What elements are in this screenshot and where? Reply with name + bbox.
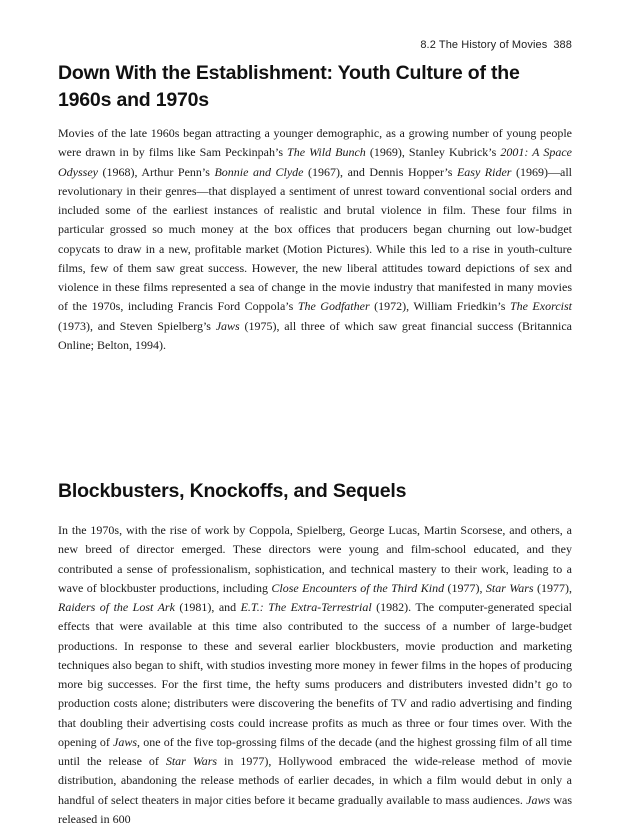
italic-title: Jaws xyxy=(526,792,551,807)
italic-title: The Exorcist xyxy=(509,299,572,314)
italic-title: Jaws xyxy=(215,318,240,333)
section-heading-blockbusters: Blockbusters, Knockoffs, and Sequels xyxy=(58,480,407,502)
header-page-number: 388 xyxy=(553,39,572,51)
paragraph-youth-culture: Movies of the late 1960s began attracting a younger demographic, as a growing number of young people were drawn in by films like Sam Peckinpah’s The Wild Bunch (1969), Stanley Kubrick’s 2001: A Space Odyssey (1968), Arthur Penn’s Bonnie and Clyde (1967), and Dennis Hopper’s Easy Rider (1969)—all revolutionary in their genres—that displayed a sentiment of unrest toward conventional social orders and included some of the earliest instances of realistic and brutal violence in film. These four films in particular grossed so much money at the box offices that producers began churning out low-budget copycats to draw in a new, profitable market (Motion Pictures). While this led to a rise in youth-culture films, few of them saw great success. However, the new liberal attitudes toward depictions of sex and violence in these films represented a sea of change in the movie industry that manifested in many movies of the 1970s, including Francis Ford Coppola’s The Godfather (1972), William Friedkin’s The Exorcist (1973), and Steven Spielberg’s Jaws (1975), all three of which saw great financial success (Britannica Online; Belton, 1994). xyxy=(58,126,572,352)
running-header xyxy=(420,39,572,51)
italic-title: Star Wars xyxy=(485,580,534,595)
italic-title: 2001: A Space Odyssey xyxy=(58,145,572,179)
italic-title: Jaws xyxy=(113,734,138,749)
italic-title: Bonnie and Clyde xyxy=(214,164,304,179)
italic-title: Easy Rider xyxy=(456,164,512,179)
italic-title: Close Encounters of the Third Kind xyxy=(271,580,445,595)
paragraph-blockbusters: In the 1970s, with the rise of work by Coppola, Spielberg, George Lucas, Martin Scorsese, and others, a new breed of director emerged. These directors were young and film-school educated, and they contributed a sense of professionalism, sophistication, and technical mastery to their work, leading to a wave of blockbuster productions, including Close Encounters of the Third Kind (1977), Star Wars (1977), Raiders of the Lost Ark (1981), and E.T.: The Extra-Terrestrial (1982). The computer-generated special effects that were available at this time also contributed to the success of a number of large-budget productions. In response to these and several earlier blockbusters, movie production and marketing techniques also began to shift, with studios investing more money in fewer films in the hopes of producing more big successes. For the first time, the hefty sums producers and distributers invested didn’t go to production costs alone; distributers were discovering the benefits of TV and radio advertising and finding that doubling their advertising costs could increase profits as much as three or four times over. With the opening of Jaws, one of the five top-grossing films of the decade (and the highest grossing film of all time until the release of Star Wars in 1977), Hollywood embraced the wide-release method of movie distribution, abandoning the release methods of earlier decades, in which a film would debut in only a handful of select theaters in major cities before it became gradually available to mass audiences. Jaws was released in 600 xyxy=(58,523,573,826)
italic-title: Star Wars xyxy=(165,754,218,768)
header-section-title: 8.2 The History of Movies xyxy=(420,39,548,51)
italic-title: Raiders of the Lost Ark xyxy=(58,600,175,614)
section-heading-youth-culture: Down With the Establishment: Youth Culture of the 1960s and 1970s xyxy=(58,62,520,111)
italic-title: The Godfather xyxy=(297,299,370,314)
italic-title: The Wild Bunch xyxy=(287,145,366,160)
italic-title: E.T.: The Extra-Terrestrial xyxy=(240,600,372,614)
